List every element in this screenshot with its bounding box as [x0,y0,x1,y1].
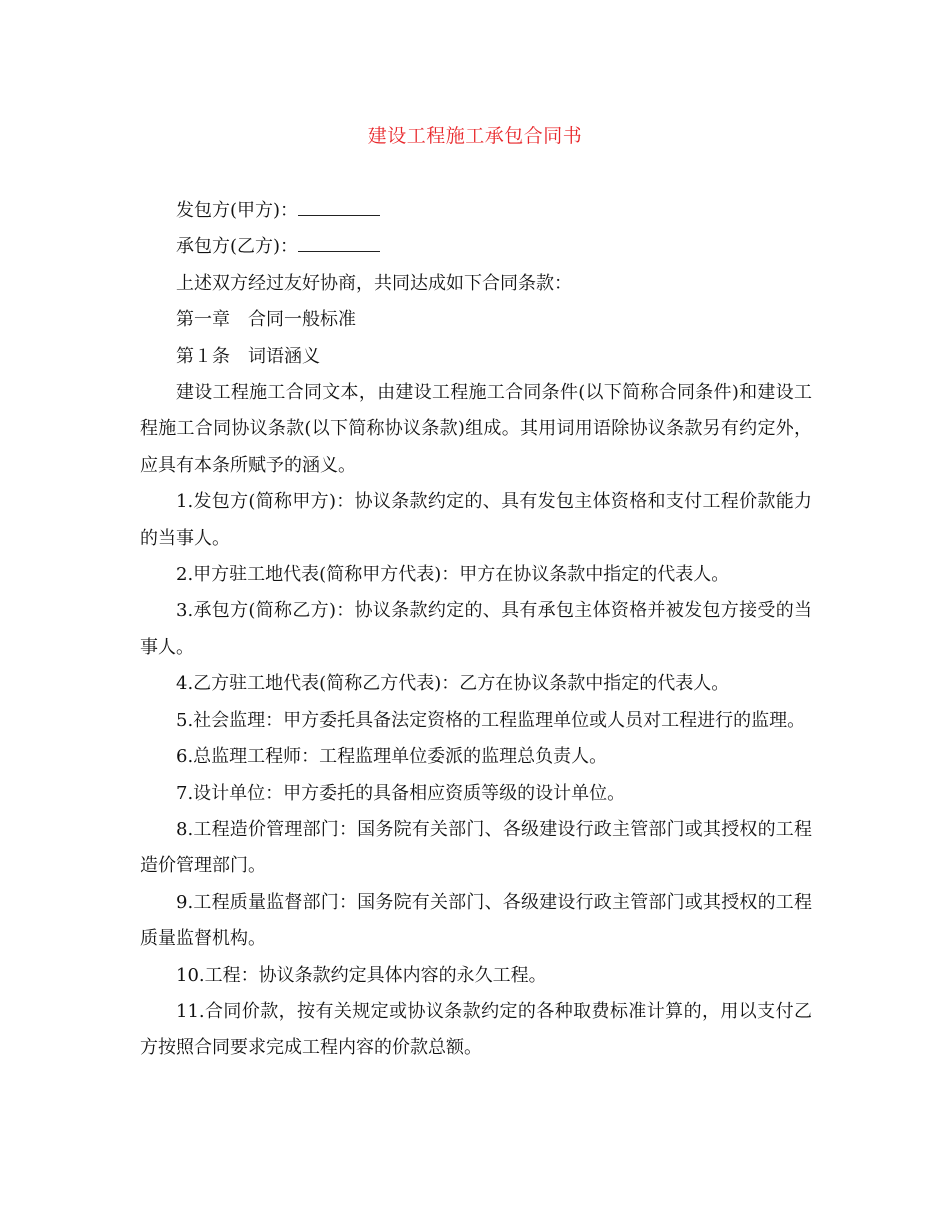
paragraph: 5.社会监理：甲方委托具备法定资格的工程监理单位或人员对工程进行的监理。 [176,709,806,731]
paragraph: 2.甲方驻工地代表(简称甲方代表)：甲方在协议条款中指定的代表人。 [176,564,730,586]
party-b-line [140,229,812,265]
paragraph: 11.合同价款，按有关规定或协议条款约定的各种取费标准计算的，用以支付乙方按照合同要求完成工程内容的价款总额。 [140,1000,812,1059]
party-b-blank [298,232,380,252]
party-a-line [140,193,812,229]
party-a-blank [298,196,380,216]
paragraph: 9.工程质量监督部门：国务院有关部门、各级建设行政主管部门或其授权的工程质量监督机构。 [140,891,812,950]
document-title: 建设工程施工承包合同书 [367,125,583,147]
party-a-label: 发包方(甲方)： [176,200,299,221]
paragraph: 1.发包方(简称甲方)：协议条款约定的、具有发包主体资格和支付工程价款能力的当事人。 [140,491,812,549]
paragraph: 10.工程：协议条款约定具体内容的永久工程。 [176,964,547,986]
article-heading: 第１条 词语涵义 [176,345,320,367]
paragraph: 建设工程施工合同文本，由建设工程施工合同条件(以下简称合同条件)和建设工程施工合同协议条款(以下简称协议条款)组成。其用词用语除协议条款另有约定外，应具有本条所赋予的涵义。 [140,382,812,476]
document-body [140,193,812,1067]
paragraph: 6.总监理工程师：工程监理单位委派的监理总负责人。 [176,746,608,768]
paragraph: 8.工程造价管理部门：国务院有关部门、各级建设行政主管部门或其授权的工程造价管理部门。 [140,818,812,877]
paragraph: 3.承包方(简称乙方)：协议条款约定的、具有承包主体资格并被发包方接受的当事人。 [140,600,812,658]
intro-paragraph: 上述双方经过友好协商，共同达成如下合同条款： [176,272,572,294]
paragraph: 7.设计单位：甲方委托的具备相应资质等级的设计单位。 [176,782,626,804]
paragraph: 4.乙方驻工地代表(简称乙方代表)：乙方在协议条款中指定的代表人。 [176,673,730,695]
party-b-label: 承包方(乙方)： [176,236,299,258]
chapter-heading: 第一章 合同一般标准 [176,309,356,331]
